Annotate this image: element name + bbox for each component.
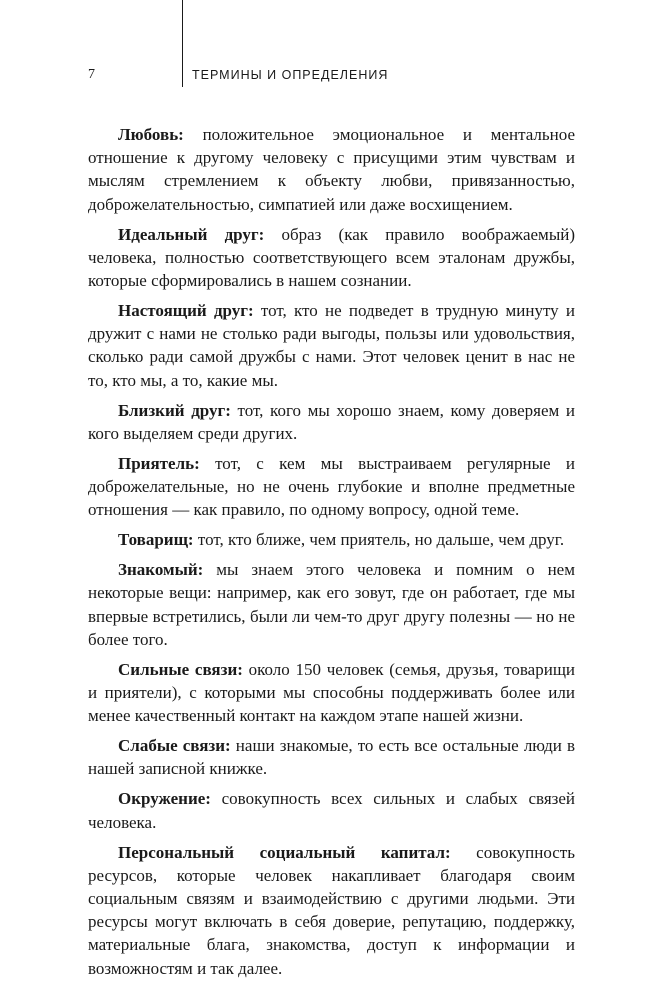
term: Любовь: (118, 125, 184, 144)
definition: наши знакомые, то есть все остальные люди в нашей записной книжке. (88, 736, 576, 779)
definition: совокупность ресурсов, которые человек накапливает благодаря своим социальным связям и взаимодействию с другими людьми. Эти ресурсы могут включать в себя доверие, репутацию, поддержку, материальные блага, знакомства, доступ к информации и возможностям и так далее. (88, 842, 575, 978)
definition: около 150 человек (семья, друзья, товарищи и приятели), с которыми мы способны поддерживать более или менее качественный контакт на каждом этапе нашей жизни. (88, 659, 576, 726)
definition: тот, кто ближе, чем приятель, но дальше, чем друг. (193, 530, 565, 550)
term: Приятель: (118, 453, 200, 473)
entry-acquaintance (88, 558, 575, 651)
entry-close-friend (88, 399, 575, 445)
term: Настоящий друг: (118, 301, 254, 321)
entry-true-friend (88, 299, 575, 392)
term: Знакомый: (118, 560, 204, 580)
term: Сильные связи: (118, 659, 243, 679)
entry-buddy (88, 452, 575, 522)
entry-strong-ties (88, 658, 575, 728)
entry-weak-ties (88, 734, 575, 780)
entry-ideal-friend (88, 223, 575, 293)
definition: тот, кого мы хорошо знаем, кому доверяем и кого выделяем среди других. (88, 400, 575, 443)
definition: тот, с кем мы выстраиваем регулярные и доброжелательные, но не очень глубокие и вполне предметные отношения — как правило, по одному вопросу, одной теме. (88, 453, 575, 520)
term: Товарищ: (118, 530, 194, 550)
definition: тот, кто не подведет в трудную минуту и дружит с нами не столько ради выгоды, пользы или удовольствия, сколько ради самой дружбы с нами. Этот человек ценит в нас не то, кто мы, а то, какие мы. (88, 301, 575, 390)
definition: совокупность всех сильных и слабых связей человека. (88, 789, 575, 832)
definition: положительное эмоциональное и ментальное отношение к другому человеку с присущими этим чувствам и мыслям стремлением к объекту любви, привязанностью, доброжелательностью, симпатией или даже восхищением. (88, 125, 575, 214)
page-number: 7 (88, 67, 95, 82)
entry-environment (88, 787, 575, 833)
term: Идеальный друг: (118, 224, 265, 244)
entry-love (88, 123, 575, 216)
term: Персональный социальный капитал: (118, 842, 451, 862)
definition: образ (как правило воображаемый) человека, полностью соответствующего всем эталонам дружбы, которые сформировались в нашем сознании. (88, 224, 575, 291)
definition: мы знаем этого человека и помним о нем некоторые вещи: например, как его зовут, где он работает, где мы впервые встретились, были ли чем-то друг другу полезны — но не более того. (88, 560, 575, 649)
entry-social-capital (88, 841, 575, 980)
term: Окружение: (118, 789, 211, 809)
term: Слабые связи: (118, 736, 231, 756)
entry-comrade (88, 528, 575, 551)
running-head: ТЕРМИНЫ И ОПРЕДЕЛЕНИЯ (192, 68, 389, 82)
term: Близкий друг: (118, 400, 231, 420)
glossary-body (88, 123, 575, 987)
header-rule (182, 0, 183, 87)
